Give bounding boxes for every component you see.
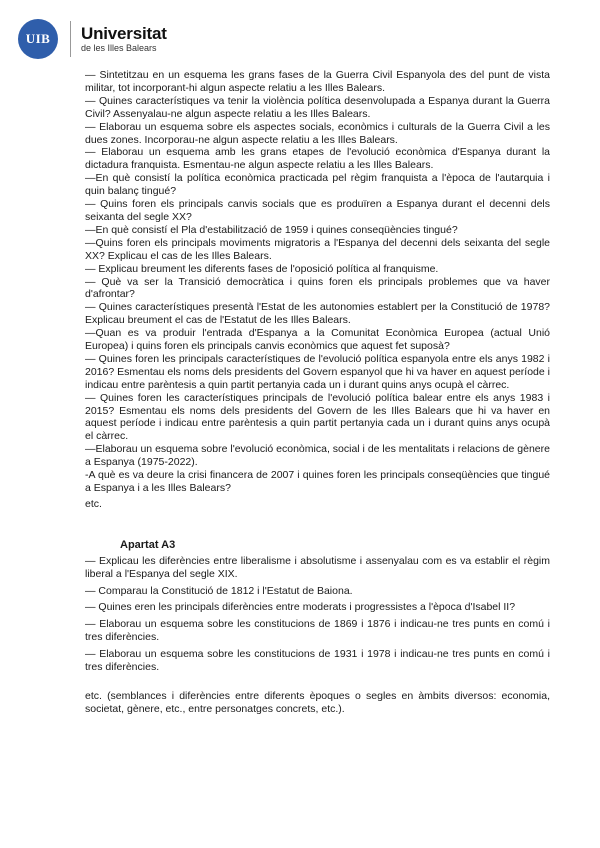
section-title: Apartat A3 (120, 538, 176, 551)
question-item: —Elaborau un esquema sobre l'evolució econòmica, social i de les mentalitats i relacions de gènere a Espanya (1975-2022). (85, 443, 550, 469)
logo-wordmark (81, 25, 167, 54)
question-list-a3 (85, 555, 550, 674)
question-item: -A què es va deure la crisi financera de 2007 i quines foren les principals conseqüències que tingué a Espanya i a les Illes Balears? (85, 469, 550, 494)
logo-divider (70, 21, 71, 57)
question-item: — Sintetitzau en un esquema les grans fases de la Guerra Civil Espanyola des del punt de vista militar, tot incorporant-hi algun aspecte relatiu a les Illes Balears. (85, 69, 550, 94)
question-item: — Elaborau un esquema sobre les constitucions de 1931 i 1978 i indicau-ne tres punts en comú i tres diferències. (85, 648, 550, 674)
question-item: — Elaborau un esquema sobre les constitucions de 1869 i 1876 i indicau-ne tres punts en comú i tres diferències. (85, 618, 550, 644)
question-list-a2 (85, 69, 550, 495)
question-item: — Quines foren les característiques principals de l'evolució política balear entre els anys 1983 i 2015? Esmentau els noms dels presidents del Govern de les Illes Balears que hi va haver en aquest període i indicau entre parèntesis a quin partit pertanyia cada un i durant quins anys ocupà el càrrec. (85, 391, 550, 443)
question-item: — Comparau la Constitució de 1812 i l'Estatut de Baiona. (85, 584, 353, 597)
question-item: — Què va ser la Transició democràtica i quins foren els principals problemes que va haver d'afrontar? (85, 275, 550, 301)
question-item: — Quins foren els principals canvis socials que es produïren a Espanya durant el decenni dels seixanta del segle XX? (85, 198, 550, 223)
question-item: —En què consistí el Pla d'estabilització de 1959 i quines conseqüències tingué? (85, 223, 458, 236)
question-item: — Explicau les diferències entre liberalisme i absolutisme i assenyalau com es va establir el règim liberal a l'Espanya del segle XIX. (85, 554, 550, 580)
question-item: —Quins foren els principals moviments migratoris a l'Espanya del decenni dels seixanta del segle XX? Explicau el cas de les Illes Balears. (85, 236, 550, 262)
question-item: — Quines característiques va tenir la violència política desenvolupada a Espanya durant la Guerra Civil? Assenyalau-ne algun aspecte relatiu a les Illes Balears. (85, 94, 550, 120)
question-item: — Quines eren les principals diferències entre moderats i progressistes a l'època d'Isabel II? (85, 601, 516, 614)
document-body (85, 69, 550, 726)
question-item: —Quan es va produir l'entrada d'Espanya a la Comunitat Econòmica Europea (actual Unió Europea) i quins foren els principals canvis econòmics que aquest fet suposà? (85, 327, 550, 353)
question-item: — Quines foren les principals característiques de l'evolució política espanyola entre els anys 1982 i 2016? Esmentau els noms dels presidents del Govern espanyol que hi va haver en aquest període i indicau entre parèntesis a quin partit pertanyia cada un i durant quins anys ocupà el càrrec. (85, 352, 550, 391)
question-item: —En què consistí la política econòmica practicada pel règim franquista a l'època de l'autarquia i quin balanç tingué? (85, 172, 550, 198)
question-item: — Elaborau un esquema amb les grans etapes de l'evolució econòmica d'Espanya durant la dictadura franquista. Esmentau-ne algun aspecte relatiu a les Illes Balears. (85, 146, 550, 172)
question-item: — Quines característiques presentà l'Estat de les autonomies establert per la Constitució de 1978? Explicau breument el cas de l'Estatut de les Illes Balears. (85, 301, 550, 327)
logo-title: Universitat (81, 23, 167, 43)
uib-logo-icon: UIB (18, 19, 58, 59)
question-item: — Explicau breument les diferents fases de l'oposició política al franquisme. (85, 262, 439, 275)
university-header (18, 17, 167, 61)
logo-subtitle: de les Illes Balears (81, 42, 157, 53)
etc-text: etc. (85, 497, 102, 510)
question-item: — Elaborau un esquema sobre els aspectes socials, econòmics i culturals de la Guerra Civil a les dues zones. Incorporau-ne algun aspecte relatiu a les Illes Balears. (85, 120, 550, 146)
closing-note: etc. (semblances i diferències entre diferents èpoques o segles en àmbits diversos: economia, societat, gènere, etc., entre personatges concrets, etc.). (85, 689, 550, 715)
